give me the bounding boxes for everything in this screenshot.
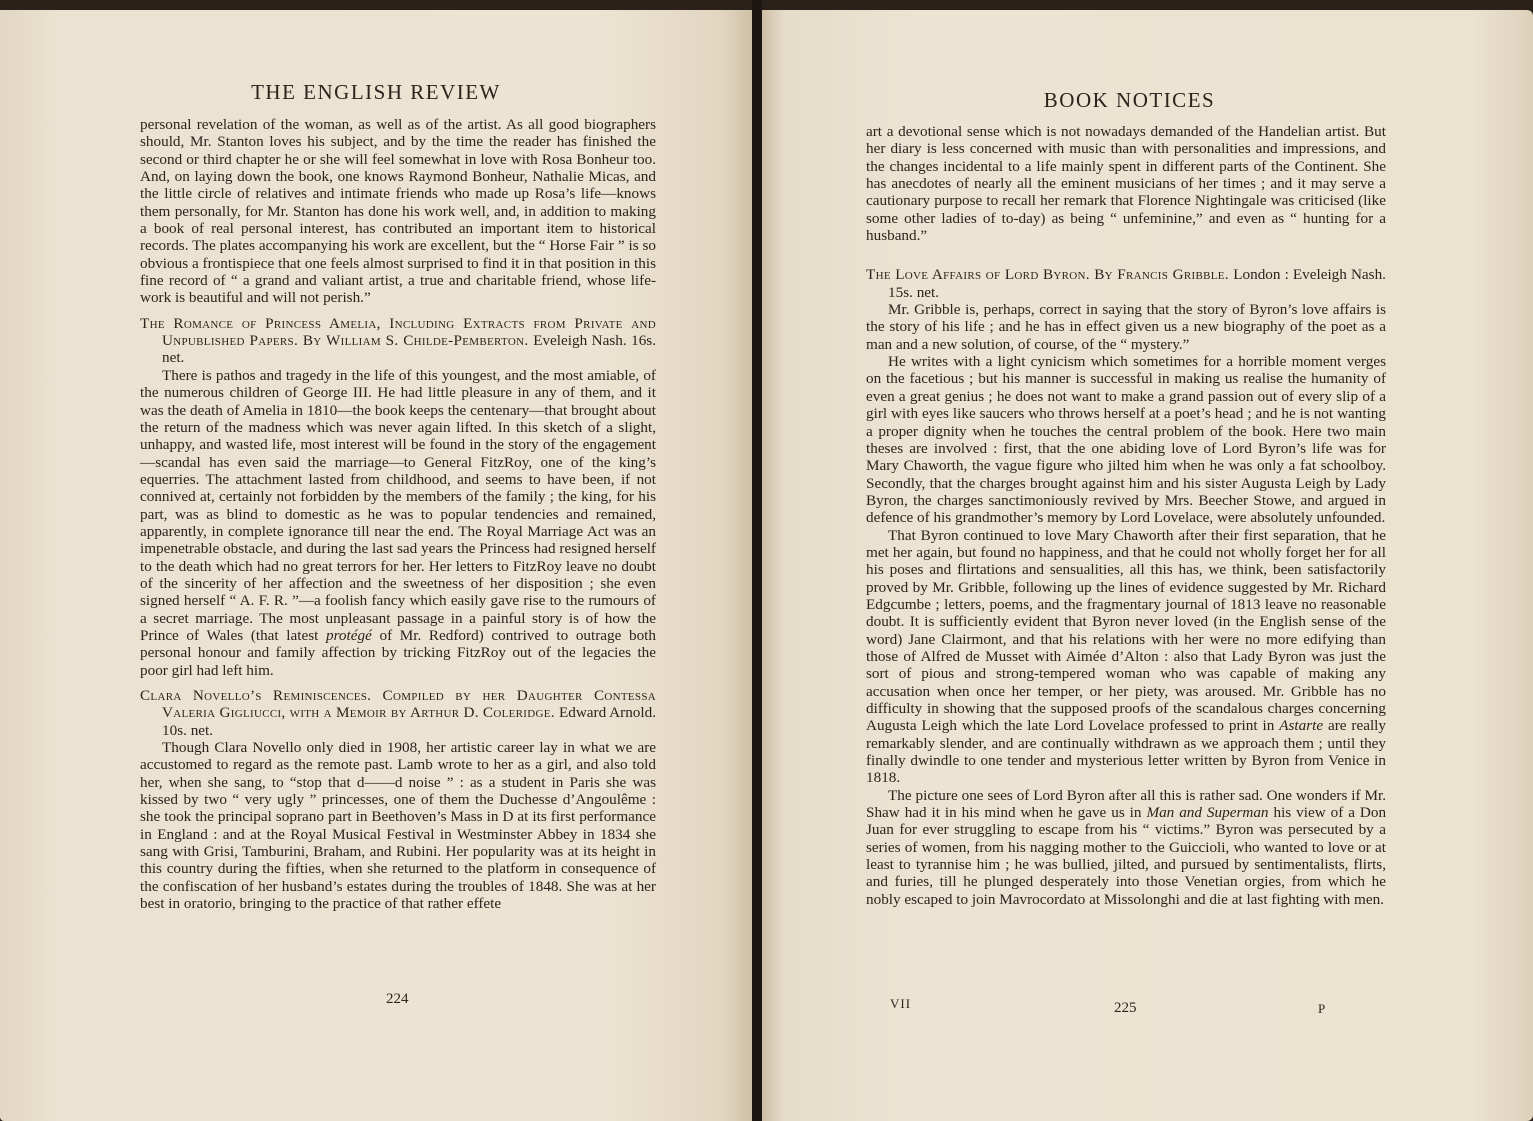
review-entry-novello xyxy=(140,687,656,739)
paragraph-text: The picture one sees of Lord Byron after all this is rather sad. One wonders if Mr. Shaw had it in his mind when he gave us in xyxy=(866,786,1386,822)
entry-publisher-amelia: Eveleigh Nash. 16s. net. xyxy=(162,332,656,367)
italic-term: protégé xyxy=(325,626,372,644)
running-head-right: BOOK NOTICES xyxy=(1043,88,1216,112)
entry-publisher-novello: Edward Arnold. 10s. net. xyxy=(162,704,656,739)
entry-heading-amelia: The Romance of Princess Amelia, Including Extracts from Private and Unpublished Papers. By William S. Childe-Pemberton. xyxy=(140,314,656,350)
paragraph-text: That Byron continued to love Mary Chaworth after their first separation, that he met her again, but found no happiness, and that he could not wholly forget her for all his poses and flirtations and sensualities, all this has, we think, been satisfactorily proved by Mr. Gribble, following up the lines of evidence suggested by Mr. Richard Edgcumbe ; letters, poems, and the fragmentary journal of 1813 leave no reasonable doubt. It is sufficiently evident that Byron never loved (in the English sense of the word) Jane Clairmont, and that his relations with her were no more edifying than those of Alfred de Musset with Aimée d’Alton : also that Lady Byron was just the sort of pious and strong-tempered woman who was capable of making any accusation when once her temper, or her piety, was aroused. Mr. Gribble has no difficulty in showing that the supposed proofs of the scandalous charges concerning Augusta Leigh which the late Lord Lovelace professed to print in xyxy=(866,526,1386,735)
review-paragraph-amelia xyxy=(140,367,656,679)
page-number-right: 225 xyxy=(1114,1000,1137,1016)
italic-title: Astarte xyxy=(1279,717,1324,735)
entry-heading-novello: Clara Novello’s Reminiscences. Compiled by her Daughter Contessa Valeria Gigliucci, with a Memoir by Arthur D. Coleridge. xyxy=(140,687,656,722)
paragraph-text: are really remarkably slender, and are continually withdrawn as we approach them ; until they finally dwindle to one tender and mysterious letter written by Byron from Venice in 1818. xyxy=(866,717,1386,787)
review-paragraph-byron-2: He writes with a light cynicism which sometimes for a horrible moment verges on the facetious ; but his manner is successful in making us realise the humanity of even a great genius ; he does not want to make a grand passion out of every slip of a girl with eyes like saucers who throws herself at a poet’s head ; and he is not wanting a proper dignity when he touches the central problem of the book. Here two main theses are involved : first, that the one abiding love of Lord Byron’s life was for Mary Chaworth, the vague figure who jilted him when he was only a fat schoolboy. Secondly, that the charges brought against him and his sister Augusta Leigh by Lady Byron, the charges sanctimoniously revived by Mrs. Beecher Stowe, and argued in defence of his grandmother’s memory by Lord Lovelace, were absolutely unfounded. xyxy=(866,353,1386,527)
review-paragraph-novello: Though Clara Novello only died in 1908, her artistic career lay in what we are accustomed to regard as the remote past. Lamb wrote to her as a girl, and also told her, when she sang, to “stop that d——d noise ” : as a student in Paris she was kissed by two “ very ugly ” princesses, one of them the Duchesse d’Angoulême : she took the principal soprano part in Beethoven’s Mass in D at its first performance in England : and at the Royal Musical Festival in Westminster Abbey in 1834 she sang with Grisi, Tamburini, Braham, and Rubini. Her popularity was at its height in this country during the fifties, when she returned to the platform in consequence of the confiscation of her husband’s estates during the troubles of 1848. She was at her best in oratorio, bringing to the practice of that rather effete xyxy=(140,739,656,913)
italic-title: Man and Superman xyxy=(1146,804,1269,822)
signature-mark: VII xyxy=(890,996,912,1011)
review-entry-amelia xyxy=(140,315,656,367)
signature-letter: P xyxy=(1318,1001,1326,1016)
left-text-column xyxy=(140,116,656,912)
entry-publisher-byron: London : Eveleigh Nash. 15s. net. xyxy=(888,266,1386,301)
review-paragraph-novello-cont: art a devotional sense which is not nowadays demanded of the Handelian artist. But her diary is less concerned with music than with personalities and impressions, and the changes incidental to a life mainly spent in different parts of the Continent. She has anecdotes of nearly all the eminent musicians of her times ; and it may serve a cautionary purpose to recall her remark that Florence Nightingale was criticised (like some other ladies of to-day) as being “ unfeminine,” and even as “ hunting for a husband.” xyxy=(866,123,1386,245)
review-paragraph-byron-3 xyxy=(866,527,1386,787)
review-paragraph-bonheur: personal revelation of the woman, as well as of the artist. As all good biographers should, Mr. Stanton loves his subject, and by the time the reader has finished the second or third chapter he or she will feel somewhat in love with Rosa Bonheur too. And, on laying down the book, one knows Raymond Bonheur, Nathalie Micas, and the little circle of relatives and intimate friends who made up Rosa’s life—knows them personally, for Mr. Stanton has done his work well, and, in addition to making a book of real personal interest, has contributed an important item to historical records. The plates accompanying his work are excellent, but the “ Horse Fair ” is so obvious a frontispiece that one feels almost surprised to find it in that position in this fine record of “ a grand and valiant artist, a true and charitable friend, whose life-work is beautiful and will not perish.” xyxy=(140,116,656,307)
right-text-column xyxy=(866,123,1386,908)
book-gutter xyxy=(752,0,762,1121)
paragraph-text: There is pathos and tragedy in the life of this youngest, and the most amiable, of the numerous children of George III. He had little pleasure in any of them, and it was the death of Amelia in 1810—the book keeps the centenary—that brought about the return of the madness which was never again lifted. In this sketch of a slight, unhappy, and wasted life, most interest will be found in the story of the engagement—scandal has even said the marriage—to General FitzRoy, one of the king’s equerries. The attachment lasted from childhood, and seems to have been, if not connived at, certainly not forbidden by the members of the family ; the king, for his part, was as blind to domestic as he was to popular tendencies and remained, apparently, in complete ignorance till near the end. The Royal Marriage Act was an impenetrable obstacle, and during the last sad years the Princess had resigned herself to the death which had no great terrors for her. Her letters to FitzRoy leave no doubt of the sincerity of her affection and the sweetness of her disposition ; she even signed herself “ A. F. R. ”—a foolish fancy which easily gave rise to the rumours of a secret marriage. The most unpleasant passage in a painful story is of how the Prince of Wales (that latest xyxy=(140,366,656,644)
running-head-left: THE ENGLISH REVIEW xyxy=(251,80,501,104)
paragraph-text: his view of a Don Juan for ever struggling to escape from his “ victims.” Byron was persecuted by a series of women, from his nagging mother to the Guiccioli, who wanted to love or at least to tyrannise him ; he was bullied, jilted, and pursued by sentimentalists, flirts, and furies, till he plunged desperately into those Venetian orgies, from which he nobly escaped to join Mavrocordato at Missolonghi and die at last fighting with men. xyxy=(866,804,1387,908)
paragraph-text: of Mr. Redford) contrived to outrage both personal honour and family affection by tricking FitzRoy out of the legacies the poor girl had left him. xyxy=(140,626,656,679)
entry-heading-byron: The Love Affairs of Lord Byron. By Francis Gribble. xyxy=(866,266,1229,284)
review-paragraph-byron-1: Mr. Gribble is, perhaps, correct in saying that the story of Byron’s love affairs is the story of his life ; and he has in effect given us a new biography of the poet as a man and a new solution, of course, of the “ mystery.” xyxy=(866,301,1386,353)
left-page xyxy=(0,10,752,1121)
page-number-left: 224 xyxy=(386,991,409,1007)
review-entry-byron xyxy=(866,266,1386,301)
review-paragraph-byron-4 xyxy=(866,787,1386,908)
right-page xyxy=(762,10,1533,1121)
